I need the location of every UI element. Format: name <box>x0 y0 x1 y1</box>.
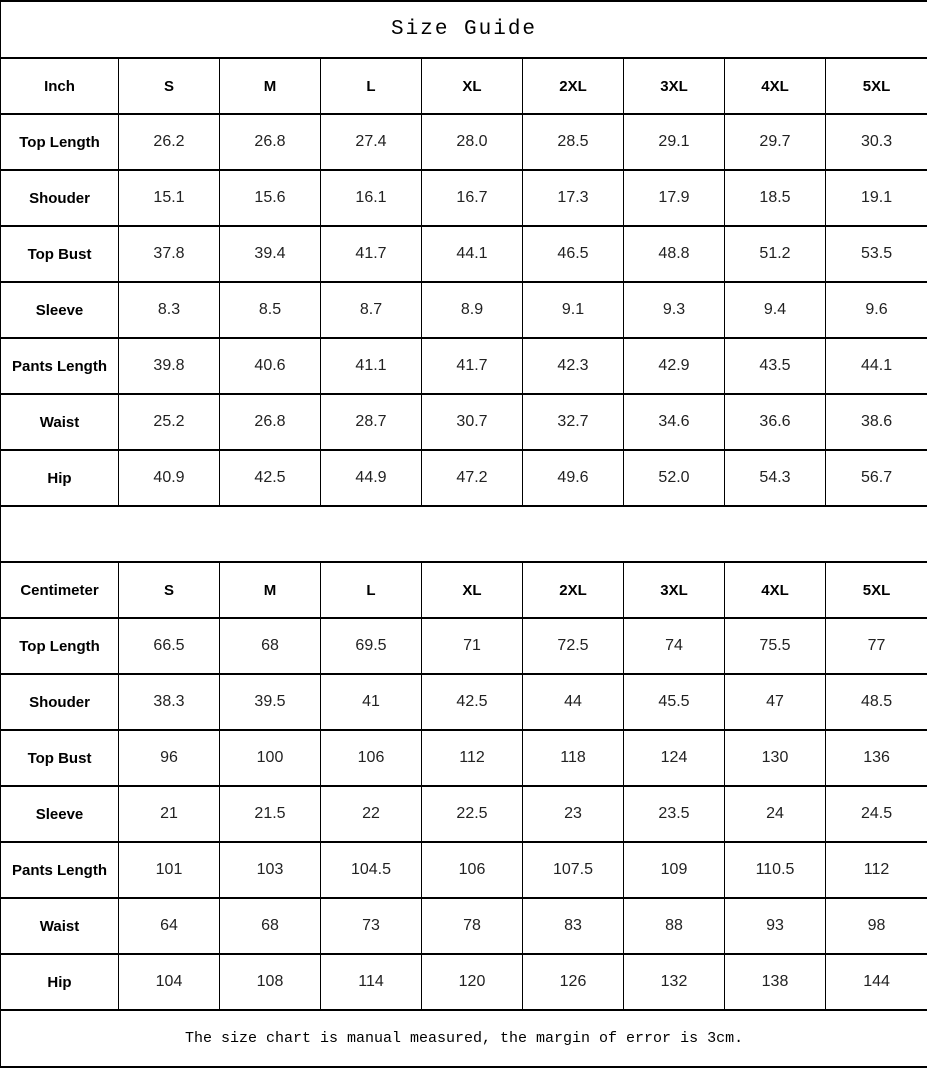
measurement-value: 103 <box>220 842 321 898</box>
measurement-value: 109 <box>624 842 725 898</box>
measurement-value: 112 <box>826 842 927 898</box>
size-header: 4XL <box>725 562 826 618</box>
measurement-value: 42.5 <box>220 450 321 506</box>
measurement-value: 15.1 <box>119 170 220 226</box>
measurement-value: 41.7 <box>422 338 523 394</box>
unit-label: Inch <box>1 58 119 114</box>
measurement-value: 18.5 <box>725 170 826 226</box>
measurement-label: Hip <box>1 450 119 506</box>
measurement-value: 45.5 <box>624 674 725 730</box>
size-header: M <box>220 58 321 114</box>
measurement-value: 21 <box>119 786 220 842</box>
measurement-value: 30.3 <box>826 114 927 170</box>
measurement-value: 22.5 <box>422 786 523 842</box>
size-header: 5XL <box>826 58 927 114</box>
measurement-value: 49.6 <box>523 450 624 506</box>
measurement-value: 124 <box>624 730 725 786</box>
measurement-label: Top Bust <box>1 226 119 282</box>
measurement-label: Waist <box>1 898 119 954</box>
measurement-value: 144 <box>826 954 927 1010</box>
measurement-value: 120 <box>422 954 523 1010</box>
measurement-label: Hip <box>1 954 119 1010</box>
measurement-value: 26.2 <box>119 114 220 170</box>
measurement-value: 36.6 <box>725 394 826 450</box>
measurement-label: Sleeve <box>1 282 119 338</box>
measurement-value: 78 <box>422 898 523 954</box>
measurement-value: 40.9 <box>119 450 220 506</box>
measurement-value: 88 <box>624 898 725 954</box>
measurement-value: 74 <box>624 618 725 674</box>
measurement-value: 44.9 <box>321 450 422 506</box>
size-header: XL <box>422 562 523 618</box>
measurement-value: 44 <box>523 674 624 730</box>
measurement-value: 28.7 <box>321 394 422 450</box>
measurement-label: Top Bust <box>1 730 119 786</box>
size-header: M <box>220 562 321 618</box>
measurement-value: 132 <box>624 954 725 1010</box>
measurement-label: Top Length <box>1 114 119 170</box>
measurement-label: Sleeve <box>1 786 119 842</box>
measurement-row <box>1 282 927 338</box>
measurement-value: 28.0 <box>422 114 523 170</box>
measurement-value: 8.7 <box>321 282 422 338</box>
measurement-value: 42.5 <box>422 674 523 730</box>
measurement-value: 44.1 <box>826 338 927 394</box>
measurement-value: 42.9 <box>624 338 725 394</box>
measurement-value: 40.6 <box>220 338 321 394</box>
footer-section <box>1 1010 927 1067</box>
footer-note: The size chart is manual measured, the margin of error is 3cm. <box>1 1010 927 1067</box>
measurement-value: 39.8 <box>119 338 220 394</box>
measurement-row <box>1 842 927 898</box>
measurement-value: 17.3 <box>523 170 624 226</box>
measurement-row <box>1 338 927 394</box>
measurement-value: 72.5 <box>523 618 624 674</box>
size-header: 3XL <box>624 58 725 114</box>
measurement-value: 51.2 <box>725 226 826 282</box>
measurement-value: 101 <box>119 842 220 898</box>
measurement-value: 9.6 <box>826 282 927 338</box>
measurement-value: 68 <box>220 618 321 674</box>
measurement-value: 126 <box>523 954 624 1010</box>
measurement-row <box>1 170 927 226</box>
measurement-value: 26.8 <box>220 114 321 170</box>
measurement-value: 16.7 <box>422 170 523 226</box>
measurement-value: 73 <box>321 898 422 954</box>
measurement-value: 71 <box>422 618 523 674</box>
measurement-value: 98 <box>826 898 927 954</box>
measurement-label: Top Length <box>1 618 119 674</box>
measurement-value: 41.7 <box>321 226 422 282</box>
page-title: Size Guide <box>1 1 927 58</box>
measurement-value: 83 <box>523 898 624 954</box>
measurement-value: 68 <box>220 898 321 954</box>
centimeter-table <box>1 562 927 1010</box>
unit-label: Centimeter <box>1 562 119 618</box>
measurement-value: 26.8 <box>220 394 321 450</box>
measurement-value: 47.2 <box>422 450 523 506</box>
measurement-row <box>1 674 927 730</box>
measurement-value: 38.3 <box>119 674 220 730</box>
measurement-row <box>1 954 927 1010</box>
measurement-value: 75.5 <box>725 618 826 674</box>
measurement-value: 108 <box>220 954 321 1010</box>
measurement-value: 9.3 <box>624 282 725 338</box>
spacer-section <box>1 506 927 562</box>
measurement-value: 38.6 <box>826 394 927 450</box>
measurement-value: 43.5 <box>725 338 826 394</box>
measurement-label: Shouder <box>1 170 119 226</box>
measurement-value: 64 <box>119 898 220 954</box>
measurement-value: 41.1 <box>321 338 422 394</box>
measurement-label: Shouder <box>1 674 119 730</box>
measurement-value: 15.6 <box>220 170 321 226</box>
measurement-row <box>1 786 927 842</box>
measurement-value: 52.0 <box>624 450 725 506</box>
size-header: 2XL <box>523 562 624 618</box>
measurement-value: 69.5 <box>321 618 422 674</box>
measurement-value: 37.8 <box>119 226 220 282</box>
measurement-value: 29.7 <box>725 114 826 170</box>
size-header: 2XL <box>523 58 624 114</box>
measurement-value: 114 <box>321 954 422 1010</box>
measurement-value: 56.7 <box>826 450 927 506</box>
table-spacer <box>1 506 927 562</box>
measurement-value: 30.7 <box>422 394 523 450</box>
measurement-value: 39.4 <box>220 226 321 282</box>
measurement-row <box>1 114 927 170</box>
measurement-row <box>1 450 927 506</box>
measurement-value: 112 <box>422 730 523 786</box>
measurement-value: 54.3 <box>725 450 826 506</box>
measurement-value: 22 <box>321 786 422 842</box>
measurement-value: 104 <box>119 954 220 1010</box>
measurement-value: 110.5 <box>725 842 826 898</box>
measurement-value: 130 <box>725 730 826 786</box>
measurement-value: 100 <box>220 730 321 786</box>
measurement-value: 42.3 <box>523 338 624 394</box>
measurement-value: 118 <box>523 730 624 786</box>
measurement-value: 41 <box>321 674 422 730</box>
size-header: 3XL <box>624 562 725 618</box>
measurement-value: 8.5 <box>220 282 321 338</box>
size-header: S <box>119 58 220 114</box>
inch-table <box>1 58 927 506</box>
measurement-value: 25.2 <box>119 394 220 450</box>
measurement-value: 28.5 <box>523 114 624 170</box>
measurement-value: 23.5 <box>624 786 725 842</box>
measurement-value: 106 <box>422 842 523 898</box>
measurement-value: 21.5 <box>220 786 321 842</box>
measurement-row <box>1 730 927 786</box>
size-header: 5XL <box>826 562 927 618</box>
measurement-row <box>1 394 927 450</box>
measurement-row <box>1 898 927 954</box>
measurement-value: 93 <box>725 898 826 954</box>
measurement-value: 104.5 <box>321 842 422 898</box>
measurement-value: 44.1 <box>422 226 523 282</box>
measurement-value: 29.1 <box>624 114 725 170</box>
measurement-value: 136 <box>826 730 927 786</box>
size-header: S <box>119 562 220 618</box>
measurement-value: 19.1 <box>826 170 927 226</box>
measurement-value: 106 <box>321 730 422 786</box>
measurement-value: 48.8 <box>624 226 725 282</box>
size-header: L <box>321 562 422 618</box>
size-header: 4XL <box>725 58 826 114</box>
measurement-value: 48.5 <box>826 674 927 730</box>
measurement-value: 46.5 <box>523 226 624 282</box>
measurement-value: 9.1 <box>523 282 624 338</box>
measurement-value: 16.1 <box>321 170 422 226</box>
measurement-value: 27.4 <box>321 114 422 170</box>
measurement-row <box>1 618 927 674</box>
measurement-value: 39.5 <box>220 674 321 730</box>
measurement-value: 66.5 <box>119 618 220 674</box>
size-header: L <box>321 58 422 114</box>
size-header-row <box>1 562 927 618</box>
measurement-label: Waist <box>1 394 119 450</box>
measurement-value: 32.7 <box>523 394 624 450</box>
measurement-value: 17.9 <box>624 170 725 226</box>
size-header: XL <box>422 58 523 114</box>
measurement-value: 8.3 <box>119 282 220 338</box>
measurement-label: Pants Length <box>1 338 119 394</box>
title-section <box>1 1 927 58</box>
measurement-value: 24 <box>725 786 826 842</box>
measurement-value: 23 <box>523 786 624 842</box>
measurement-label: Pants Length <box>1 842 119 898</box>
measurement-value: 24.5 <box>826 786 927 842</box>
measurement-value: 47 <box>725 674 826 730</box>
measurement-value: 107.5 <box>523 842 624 898</box>
measurement-value: 8.9 <box>422 282 523 338</box>
measurement-value: 96 <box>119 730 220 786</box>
size-header-row <box>1 58 927 114</box>
measurement-value: 53.5 <box>826 226 927 282</box>
measurement-value: 138 <box>725 954 826 1010</box>
measurement-value: 77 <box>826 618 927 674</box>
measurement-value: 34.6 <box>624 394 725 450</box>
measurement-value: 9.4 <box>725 282 826 338</box>
measurement-row <box>1 226 927 282</box>
